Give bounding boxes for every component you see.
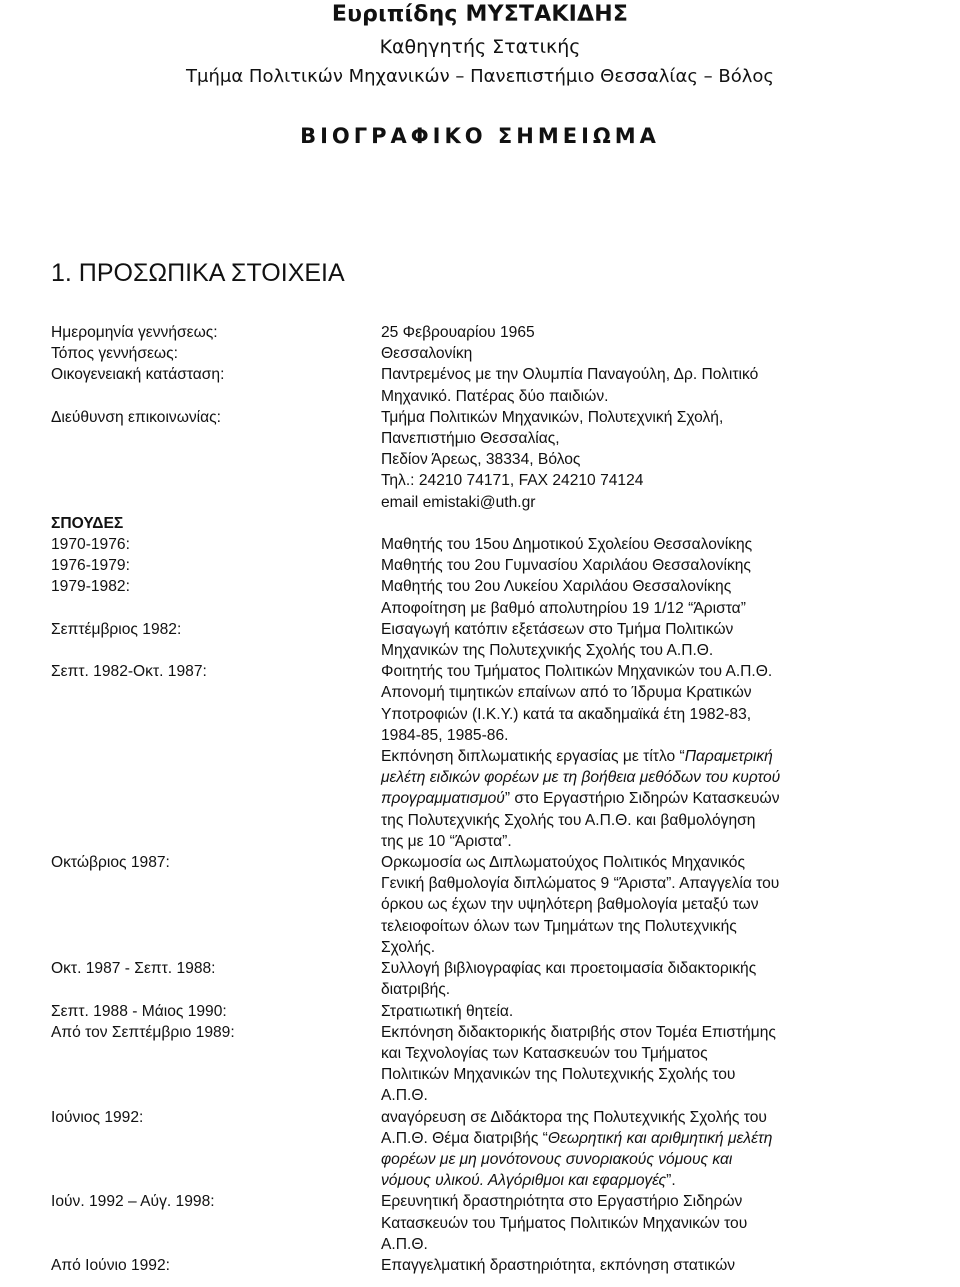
cv-row-label: Ημερομηνία γεννήσεως: [51, 324, 218, 341]
cv-row-label [51, 979, 381, 1000]
cv-row-value [381, 1001, 911, 1022]
cv-row [51, 1107, 911, 1128]
cv-row [51, 746, 911, 767]
value-text: 25 Φεβρουαρίου 1965 [381, 324, 535, 341]
cv-row-value [381, 364, 911, 385]
cv-row-value [381, 386, 911, 407]
value-text: αναγόρευση σε Διδάκτορα της Πολυτεχνικής Σχολής του [381, 1108, 767, 1126]
cv-row [51, 534, 911, 555]
cv-row-label [51, 1085, 381, 1106]
cv-row-value [381, 958, 911, 979]
value-text: Πανεπιστήμιο Θεσσαλίας, [381, 430, 560, 448]
cv-row-value [381, 682, 911, 703]
cv-row-value [381, 916, 911, 937]
cv-row-label [51, 810, 381, 831]
value-text: Μαθητής του 2ου Λυκείου Χαριλάου Θεσσαλονίκης [381, 578, 732, 596]
value-text: ” [504, 790, 511, 808]
cv-row [51, 492, 911, 513]
cv-row-value [381, 640, 911, 661]
cv-row-value [381, 1255, 911, 1276]
cv-row [51, 937, 911, 958]
cv-row-label [51, 470, 381, 491]
cv-row-label [51, 492, 381, 513]
cv-row [51, 1085, 911, 1106]
cv-row [51, 364, 911, 385]
cv-row-label [51, 1213, 381, 1234]
cv-row-value [381, 407, 911, 428]
cv-row-label [51, 767, 381, 788]
value-text: Τηλ.: 24210 74171, FAX 24210 74124 [381, 472, 644, 490]
value-text: Φοιτητής του Τμήματος Πολιτικών Μηχανικών του Α.Π.Θ. [381, 663, 773, 681]
cv-row-value [381, 1191, 911, 1212]
cv-row-label [51, 386, 381, 407]
italic-text: φορέων με μη μονότονους συνοριακούς νόμους και [381, 1150, 733, 1168]
cv-row-value [381, 894, 911, 915]
cv-row-label [51, 725, 381, 746]
section-title-personal: 1. ΠΡΟΣΩΠΙΚΑ ΣΤΟΙΧΕΙΑ [51, 259, 345, 287]
cv-row-value [381, 1149, 911, 1170]
cv-row [51, 576, 911, 597]
cv-row-label: Οκτώβριος 1987: [51, 854, 170, 872]
value-text: Ορκωμοσία ως Διπλωματούχος Πολιτικός Μηχανικός [381, 854, 745, 872]
value-text: Θεσσαλονίκη [381, 345, 473, 363]
value-text: Μηχανικό. Πατέρας δύο παιδιών. [381, 387, 609, 405]
cv-row-label [51, 873, 381, 894]
cv-row-label: Σεπτ. 1982-Οκτ. 1987: [51, 663, 207, 681]
value-text: Μαθητής του 2ου Γυμνασίου Χαριλάου Θεσσαλονίκης [381, 557, 751, 575]
value-text: Α.Π.Θ. [381, 1087, 428, 1105]
cv-row-label: 1979-1982: [51, 578, 130, 596]
cv-row [51, 619, 911, 640]
cv-row [51, 852, 911, 873]
cv-row-value [381, 1085, 911, 1106]
cv-row-value [381, 725, 911, 746]
cv-row [51, 598, 911, 619]
cv-row [51, 661, 911, 682]
cv-row-value [381, 746, 911, 767]
value-text: Συλλογή βιβλιογραφίας και προετοιμασία διδακτορικής [381, 960, 757, 978]
value-text: Υποτροφιών (Ι.Κ.Υ.) κατά τα ακαδημαϊκά έτη 1982-83, [381, 705, 752, 723]
value-text: Σχολής. [381, 938, 436, 956]
cv-row-label [51, 428, 381, 449]
cv-row [51, 1043, 911, 1064]
cv-row [51, 322, 911, 343]
cv-row-label [51, 1043, 381, 1064]
cv-row-value [381, 1234, 911, 1255]
cv-row-value [381, 513, 911, 534]
cv-row-label [51, 894, 381, 915]
cv-row-value [381, 1043, 911, 1064]
value-text: 1984-85, 1985-86. [381, 726, 509, 744]
value-text: Στρατιωτική θητεία. [381, 1002, 514, 1020]
italic-text: προγραμματισμού [381, 790, 505, 808]
cv-row-label [51, 682, 381, 703]
cv-row [51, 1213, 911, 1234]
value-text: Αποφοίτηση με βαθμό απολυτηρίου 19 1/12 “Άριστα” [381, 599, 746, 617]
cv-row-label: Σεπτέμβριος 1982: [51, 620, 182, 638]
cv-row-value [381, 873, 911, 894]
italic-text: Θεωρητική και αριθμητική μελέτη [547, 1129, 773, 1147]
cv-row-value [381, 1107, 911, 1128]
author-department: Τμήμα Πολιτικών Μηχανικών – Πανεπιστήμιο Θεσσαλίας – Βόλος [186, 66, 774, 87]
cv-row-value [381, 470, 911, 491]
cv-row-value [381, 343, 911, 364]
cv-row-label: Τόπος γεννήσεως: [51, 345, 178, 363]
cv-row [51, 1149, 911, 1170]
cv-row-label: 1970-1976: [51, 536, 130, 554]
cv-row-label [51, 831, 381, 852]
cv-row [51, 810, 911, 831]
cv-row-label: 1976-1979: [51, 557, 130, 575]
cv-row-value [381, 322, 911, 343]
cv-row [51, 916, 911, 937]
cv-row-label [51, 937, 381, 958]
author-role: Καθηγητής Στατικής [379, 36, 581, 58]
value-text: Α.Π.Θ. [381, 1235, 428, 1253]
cv-row-label: Σεπτ. 1988 - Μάιος 1990: [51, 1002, 227, 1020]
value-text: Α.Π.Θ. Θέμα διατριβής “ [381, 1129, 548, 1147]
italic-text: μελέτη ειδικών φορέων με τη βοήθεια μεθόδων του κυρτού [381, 769, 781, 787]
cv-row-label [51, 1064, 381, 1085]
italic-text: νόμους υλικού. Αλγόριθμοι και εφαρμογές [381, 1172, 667, 1190]
value-text: Μηχανικών της Πολυτεχνικής Σχολής του Α.Π.Θ. [381, 642, 714, 660]
cv-row-label: Ιούνιος 1992: [51, 1108, 144, 1126]
cv-row [51, 958, 911, 979]
cv-row-value [381, 534, 911, 555]
document-title: ΒΙΟΓΡΑΦΙΚΟ ΣΗΜΕΙΩΜΑ [300, 124, 660, 148]
value-text: Μαθητής του 15ου Δημοτικού Σχολείου Θεσσαλονίκης [381, 536, 753, 554]
value-text: email emistaki@uth.gr [381, 493, 536, 511]
cv-row-value [381, 937, 911, 958]
italic-text: Παραμετρική [684, 748, 773, 766]
cv-row [51, 386, 911, 407]
author-name: Ευριπίδης ΜΥΣΤΑΚΙΔΗΣ [331, 2, 629, 27]
cv-row-value [381, 555, 911, 576]
cv-row-label [51, 1128, 381, 1149]
value-text: Γενική βαθμολογία διπλώματος 9 “Άριστα”. Απαγγελία του [381, 875, 780, 893]
cv-row-label [51, 746, 381, 767]
cv-row-label [51, 449, 381, 470]
cv-row-value [381, 767, 911, 788]
cv-row-label: Από Ιούνιο 1992: [51, 1256, 170, 1274]
cv-row [51, 1191, 911, 1212]
cv-row-label [51, 1170, 381, 1191]
cv-row [51, 682, 911, 703]
value-text: Παντρεμένος με την Ολυμπία Παναγούλη, Δρ. Πολιτικό [381, 366, 759, 384]
cv-row-value [381, 1170, 911, 1191]
cv-row [51, 513, 911, 534]
cv-row-value [381, 598, 911, 619]
cv-row [51, 407, 911, 428]
value-text: Εισαγωγή κατόπιν εξετάσεων στο Τμήμα Πολιτικών [381, 620, 734, 638]
cv-row [51, 894, 911, 915]
cv-row-value [381, 1022, 911, 1043]
cv-row-value [381, 661, 911, 682]
cv-row [51, 788, 911, 809]
cv-row-label [51, 1234, 381, 1255]
value-text: της με 10 “Άριστα”. [381, 832, 512, 850]
value-text-after: στο Εργαστήριο Σιδηρών Κατασκευών [510, 790, 780, 808]
cv-row [51, 555, 911, 576]
value-text: Πολιτικών Μηχανικών της Πολυτεχνικής Σχολής του [381, 1066, 736, 1084]
cv-row [51, 1234, 911, 1255]
cv-row [51, 1255, 911, 1276]
cv-row [51, 704, 911, 725]
cv-row-label [51, 640, 381, 661]
cv-row-label [51, 916, 381, 937]
cv-row [51, 725, 911, 746]
cv-row-label [51, 704, 381, 725]
cv-row [51, 1170, 911, 1191]
cv-row-value [381, 449, 911, 470]
value-text-after: ”. [666, 1172, 676, 1190]
cv-row-value [381, 979, 911, 1000]
value-text: τελειοφοίτων όλων των Τμημάτων της Πολυτεχνικής [381, 917, 737, 935]
cv-row-value [381, 704, 911, 725]
value-text: Απονομή τιμητικών επαίνων από το Ίδρυμα Κρατικών [381, 684, 752, 702]
cv-row-value [381, 576, 911, 597]
cv-row [51, 873, 911, 894]
cv-row-label [51, 1149, 381, 1170]
cv-row-label: Οκτ. 1987 - Σεπτ. 1988: [51, 960, 216, 978]
cv-row [51, 449, 911, 470]
cv-row [51, 831, 911, 852]
cv-row-value [381, 492, 911, 513]
cv-row-value [381, 428, 911, 449]
cv-row [51, 428, 911, 449]
section-subheading: ΣΠΟΥΔΕΣ [51, 514, 124, 532]
cv-row-value [381, 1213, 911, 1234]
value-text: Ερευνητική δραστηριότητα στο Εργαστήριο Σιδηρών [381, 1193, 743, 1211]
cv-row-value [381, 852, 911, 873]
cv-table [51, 322, 911, 1276]
cv-row-value [381, 810, 911, 831]
cv-row [51, 1064, 911, 1085]
cv-row [51, 343, 911, 364]
cv-row [51, 470, 911, 491]
cv-row [51, 767, 911, 788]
cv-row [51, 1001, 911, 1022]
cv-row-label [51, 598, 381, 619]
value-text: Επαγγελματική δραστηριότητα, εκπόνηση στατικών [381, 1256, 736, 1274]
value-text: Κατασκευών του Τμήματος Πολιτικών Μηχανικών του [381, 1214, 748, 1232]
value-text: Πεδίον Άρεως, 38334, Βόλος [381, 451, 581, 469]
value-text: και Τεχνολογίας των Κατασκευών του Τμήματος [381, 1044, 708, 1062]
cv-row-label: Διεύθυνση επικοινωνίας: [51, 408, 222, 426]
cv-row-value [381, 1128, 911, 1149]
cv-row-label [51, 788, 381, 809]
cv-row-value [381, 619, 911, 640]
cv-row-value [381, 788, 911, 809]
cv-row-label: Ιούν. 1992 – Αύγ. 1998: [51, 1193, 215, 1211]
value-text: Εκπόνηση διδακτορικής διατριβής στον Τομέα Επιστήμης [381, 1023, 776, 1041]
cv-row-label: Από τον Σεπτέμβριο 1989: [51, 1023, 235, 1041]
cv-row [51, 1128, 911, 1149]
cv-row [51, 1022, 911, 1043]
value-text: Τμήμα Πολιτικών Μηχανικών, Πολυτεχνική Σχολή, [381, 408, 724, 426]
cv-row-value [381, 831, 911, 852]
cv-row-label: Οικογενειακή κατάσταση: [51, 366, 225, 384]
cv-row-value [381, 1064, 911, 1085]
value-text: όρκου ως έχων την υψηλότερη βαθμολογία μεταξύ των [381, 896, 759, 914]
value-text: διατριβής. [381, 981, 451, 999]
value-text: Εκπόνηση διπλωματικής εργασίας με τίτλο “ [381, 748, 685, 766]
cv-row [51, 979, 911, 1000]
value-text: της Πολυτεχνικής Σχολής του Α.Π.Θ. και βαθμολόγηση [381, 811, 756, 829]
cv-row [51, 640, 911, 661]
